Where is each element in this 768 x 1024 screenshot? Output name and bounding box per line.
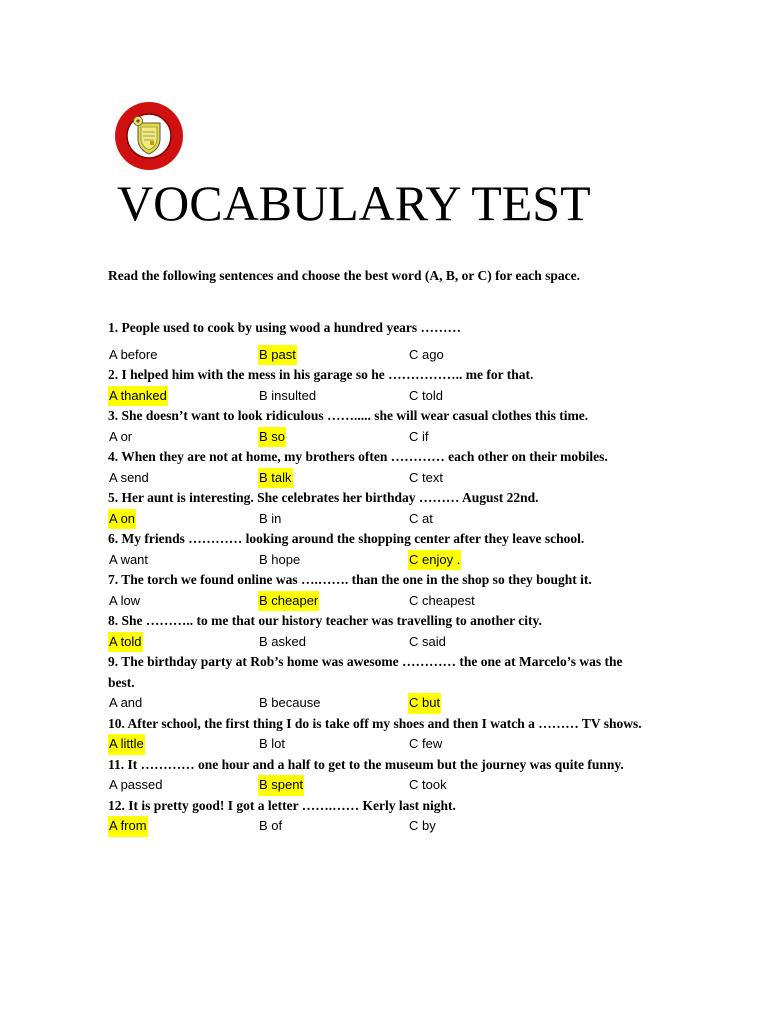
question-text: 3. She doesn’t want to look ridiculous ……..... she will wear casual clothes this time. bbox=[108, 408, 589, 423]
answer-options bbox=[108, 386, 648, 407]
option-b: B in bbox=[259, 510, 282, 526]
option-a: A low bbox=[109, 592, 141, 608]
question-text: 5. Her aunt is interesting. She celebrates her birthday ……… August 22nd. bbox=[108, 490, 539, 505]
school-crest-icon bbox=[114, 101, 184, 171]
option-c: C text bbox=[409, 469, 443, 485]
option-c: C ago bbox=[409, 346, 444, 362]
option-b-highlighted: B past bbox=[258, 345, 297, 366]
answer-options bbox=[108, 550, 648, 571]
option-b-highlighted: B so bbox=[258, 427, 286, 448]
answer-options bbox=[108, 345, 648, 366]
answer-options bbox=[108, 693, 648, 714]
answer-options bbox=[108, 427, 648, 448]
option-b-highlighted: B spent bbox=[258, 775, 304, 796]
option-a-highlighted: A told bbox=[108, 632, 143, 653]
option-a: A passed bbox=[109, 777, 163, 792]
option-b: B insulted bbox=[259, 387, 317, 403]
question-list bbox=[108, 318, 648, 837]
question-text: 7. The torch we found online was ….……. than the one in the shop so they bought it. bbox=[108, 572, 592, 587]
option-b: B lot bbox=[259, 736, 286, 751]
question-text: 9. The birthday party at Rob’s home was awesome ………… the one at Marcelo’s was the best. bbox=[108, 654, 623, 690]
question-text: 4. When they are not at home, my brothers often ………… each other on their mobiles. bbox=[108, 449, 608, 464]
option-b: B asked bbox=[259, 633, 306, 649]
answer-options bbox=[108, 775, 648, 796]
answer-options bbox=[108, 591, 648, 612]
question-text: 6. My friends ………… looking around the shopping center after they leave school. bbox=[108, 531, 585, 546]
option-b: B because bbox=[259, 695, 321, 710]
option-a-highlighted: A little bbox=[108, 734, 145, 755]
option-a: A and bbox=[109, 695, 143, 710]
option-c: C cheapest bbox=[409, 592, 475, 608]
option-a: A send bbox=[109, 469, 149, 485]
option-c: C if bbox=[409, 428, 429, 444]
option-b-highlighted: B cheaper bbox=[258, 591, 319, 612]
answer-options bbox=[108, 468, 648, 489]
question-text: 11. It ………… one hour and a half to get to the museum but the journey was quite funny. bbox=[108, 756, 624, 772]
option-c: C at bbox=[409, 510, 433, 526]
page-title: VOCABULARY TEST bbox=[117, 175, 591, 231]
question-text: 10. After school, the first thing I do is take off my shoes and then I watch a ……… TV shows. bbox=[108, 715, 642, 731]
option-b: B of bbox=[259, 818, 283, 833]
option-c: C few bbox=[409, 736, 443, 751]
question-text: 12. It is pretty good! I got a letter …….…… Kerly last night. bbox=[108, 797, 456, 813]
option-b-highlighted: B talk bbox=[258, 468, 293, 489]
option-c: C said bbox=[409, 633, 446, 649]
answer-options bbox=[108, 734, 648, 755]
question-text: 8. She ……….. to me that our history teacher was travelling to another city. bbox=[108, 613, 542, 628]
answer-options bbox=[108, 816, 648, 837]
option-a-highlighted: A on bbox=[108, 509, 136, 530]
option-a: A before bbox=[109, 346, 158, 362]
question-text: 1. People used to cook by using wood a hundred years ……… bbox=[108, 320, 462, 335]
option-a-highlighted: A thanked bbox=[108, 386, 168, 407]
option-b: B hope bbox=[259, 551, 301, 567]
option-c: C took bbox=[409, 777, 447, 792]
option-c: C by bbox=[409, 818, 436, 833]
option-c-highlighted: C enjoy . bbox=[408, 550, 461, 571]
option-c-highlighted: C but bbox=[408, 693, 441, 714]
question-text: 2. I helped him with the mess in his garage so he …………….. me for that. bbox=[108, 367, 534, 382]
option-c: C told bbox=[409, 387, 443, 403]
option-a: A want bbox=[109, 551, 149, 567]
answer-options bbox=[108, 632, 648, 653]
instructions: Read the following sentences and choose the best word (A, B, or C) for each space. bbox=[108, 268, 580, 283]
answer-options bbox=[108, 509, 648, 530]
option-a-highlighted: A from bbox=[108, 816, 148, 837]
option-a: A or bbox=[109, 428, 133, 444]
